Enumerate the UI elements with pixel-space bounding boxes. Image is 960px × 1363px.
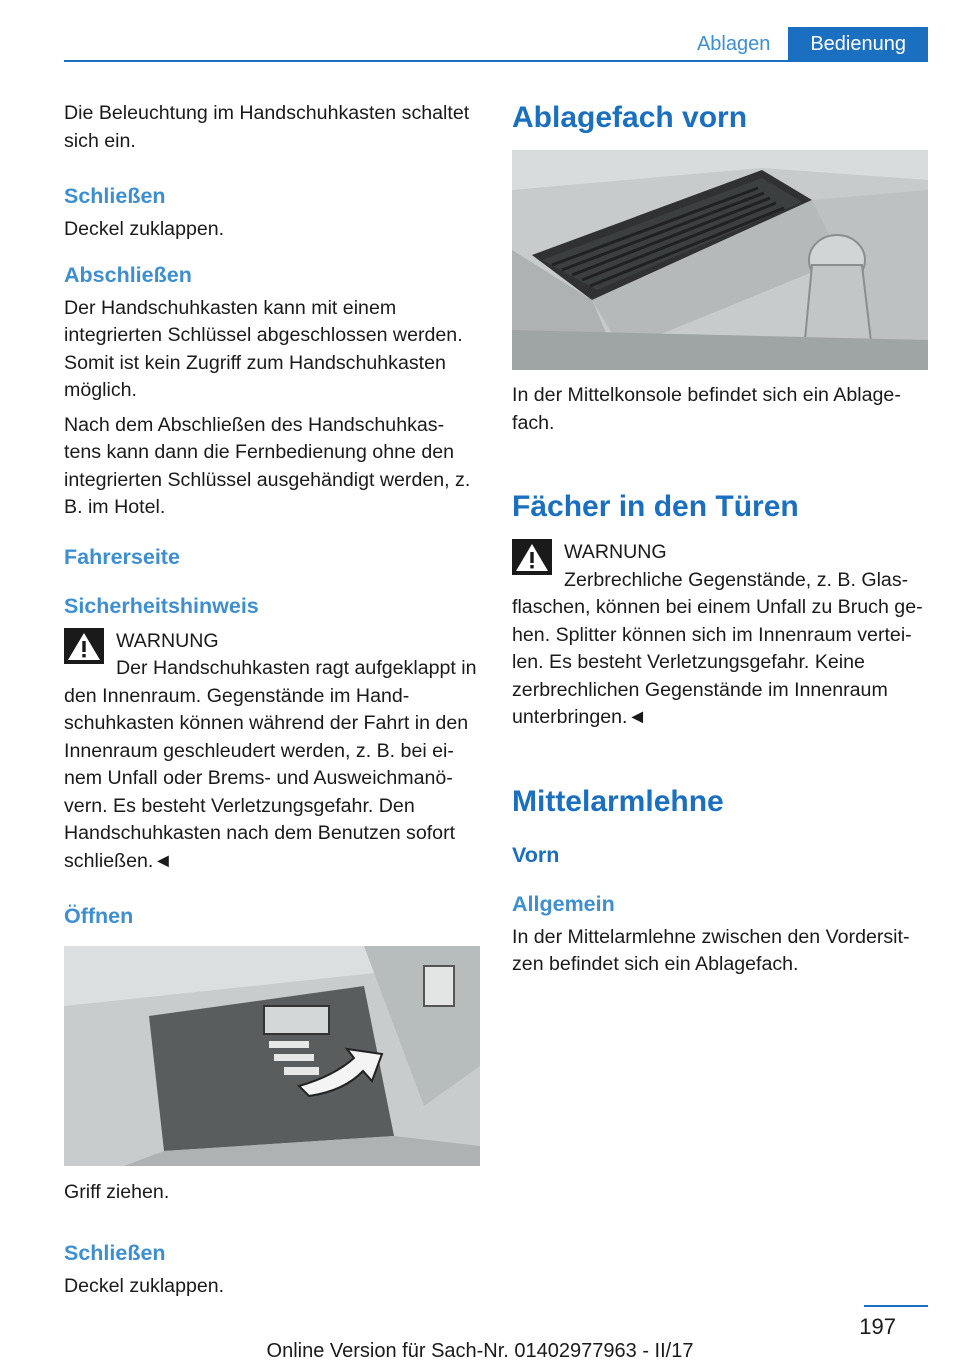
- warning-triangle-icon: [64, 628, 104, 664]
- tab-ablagen[interactable]: Ablagen: [696, 33, 771, 55]
- heading-abschliessen: Abschließen: [64, 262, 192, 287]
- center-console-tray-image: [512, 150, 928, 370]
- left-column: [64, 100, 480, 1300]
- glovebox-handle-image: [64, 946, 480, 1166]
- heading-ablagefach-vorn: Ablagefach vorn: [512, 101, 748, 134]
- tab-bedienung[interactable]: Bedienung: [788, 27, 928, 61]
- schliessen-paragraph: Deckel zuklappen.: [64, 218, 225, 240]
- heading-schliessen-2: Schließen: [64, 1240, 166, 1265]
- intro-paragraph: Die Beleuchtung im Handschuhkasten schaltet sich ein.: [64, 102, 470, 152]
- warning-title: WARNUNG: [564, 541, 667, 563]
- header-divider: [64, 60, 928, 62]
- online-version-note: Online Version für Sach-Nr. 01402977963 - II/17: [266, 1340, 694, 1362]
- page-number: 197: [859, 1314, 896, 1339]
- abschliessen-paragraph-1: Der Handschuhkasten kann mit einem integrierten Schlüssel abgeschlossen werden. Somit ist kein Zugriff zum Handschuhkasten möglich.: [64, 296, 463, 401]
- heading-schliessen: Schließen: [64, 184, 166, 208]
- heading-vorn: Vorn: [512, 842, 560, 867]
- warning-block-doors: [512, 539, 928, 732]
- footer-divider: [864, 1305, 928, 1307]
- heading-fahrerseite: Fahrerseite: [64, 544, 180, 569]
- heading-faecher-tueren: Fächer in den Türen: [512, 490, 799, 523]
- right-column: [512, 100, 928, 979]
- warning-text: Der Handschuhkasten ragt aufgeklappt in den Innenraum. Gegenstände im Hand-schuhkasten können während der Fahrt in den Innenraum geschleudert werden, z. B. bei ei-nem Unfall oder Brems- und Ausweichmanö-vern. Es besteht Verletzungsgefahr. Den Handschuhkasten nach dem Benutzen sofort schließen.◄: [64, 657, 477, 872]
- abschliessen-paragraph-2: Nach dem Abschließen des Handschuhkas-tens kann dann die Fernbedienung ohne den integrierten Schlüssel ausgehändigt werden, z. B. im Hotel.: [64, 413, 471, 518]
- heading-sicherheitshinweis: Sicherheitshinweis: [64, 593, 259, 618]
- ablagefach-paragraph: In der Mittelkonsole befindet sich ein Ablage-fach.: [512, 384, 901, 434]
- section-tabs: [679, 27, 928, 61]
- warning-text: Zerbrechliche Gegenstände, z. B. Glas-flaschen, können bei einem Unfall zu Bruch ge-hen. Splitter können sich im Innenraum vertei-len. Es besteht Verletzungsgefahr. Keine zerbrechlichen Gegenstände im Innenraum unterbringen.◄: [512, 568, 923, 728]
- heading-mittelarmlehne: Mittelarmlehne: [512, 784, 724, 818]
- warning-title: WARNUNG: [116, 629, 219, 652]
- allgemein-paragraph: In der Mittelarmlehne zwischen den Vordersit-zen befindet sich ein Ablagefach.: [512, 925, 910, 975]
- heading-oeffnen: Öffnen: [64, 904, 134, 928]
- griff-paragraph: Griff ziehen.: [64, 1181, 170, 1203]
- heading-allgemein: Allgemein: [512, 891, 615, 916]
- schliessen-paragraph-2: Deckel zuklappen.: [64, 1274, 225, 1297]
- warning-triangle-icon: [512, 539, 552, 575]
- warning-block-glovebox: [64, 628, 480, 876]
